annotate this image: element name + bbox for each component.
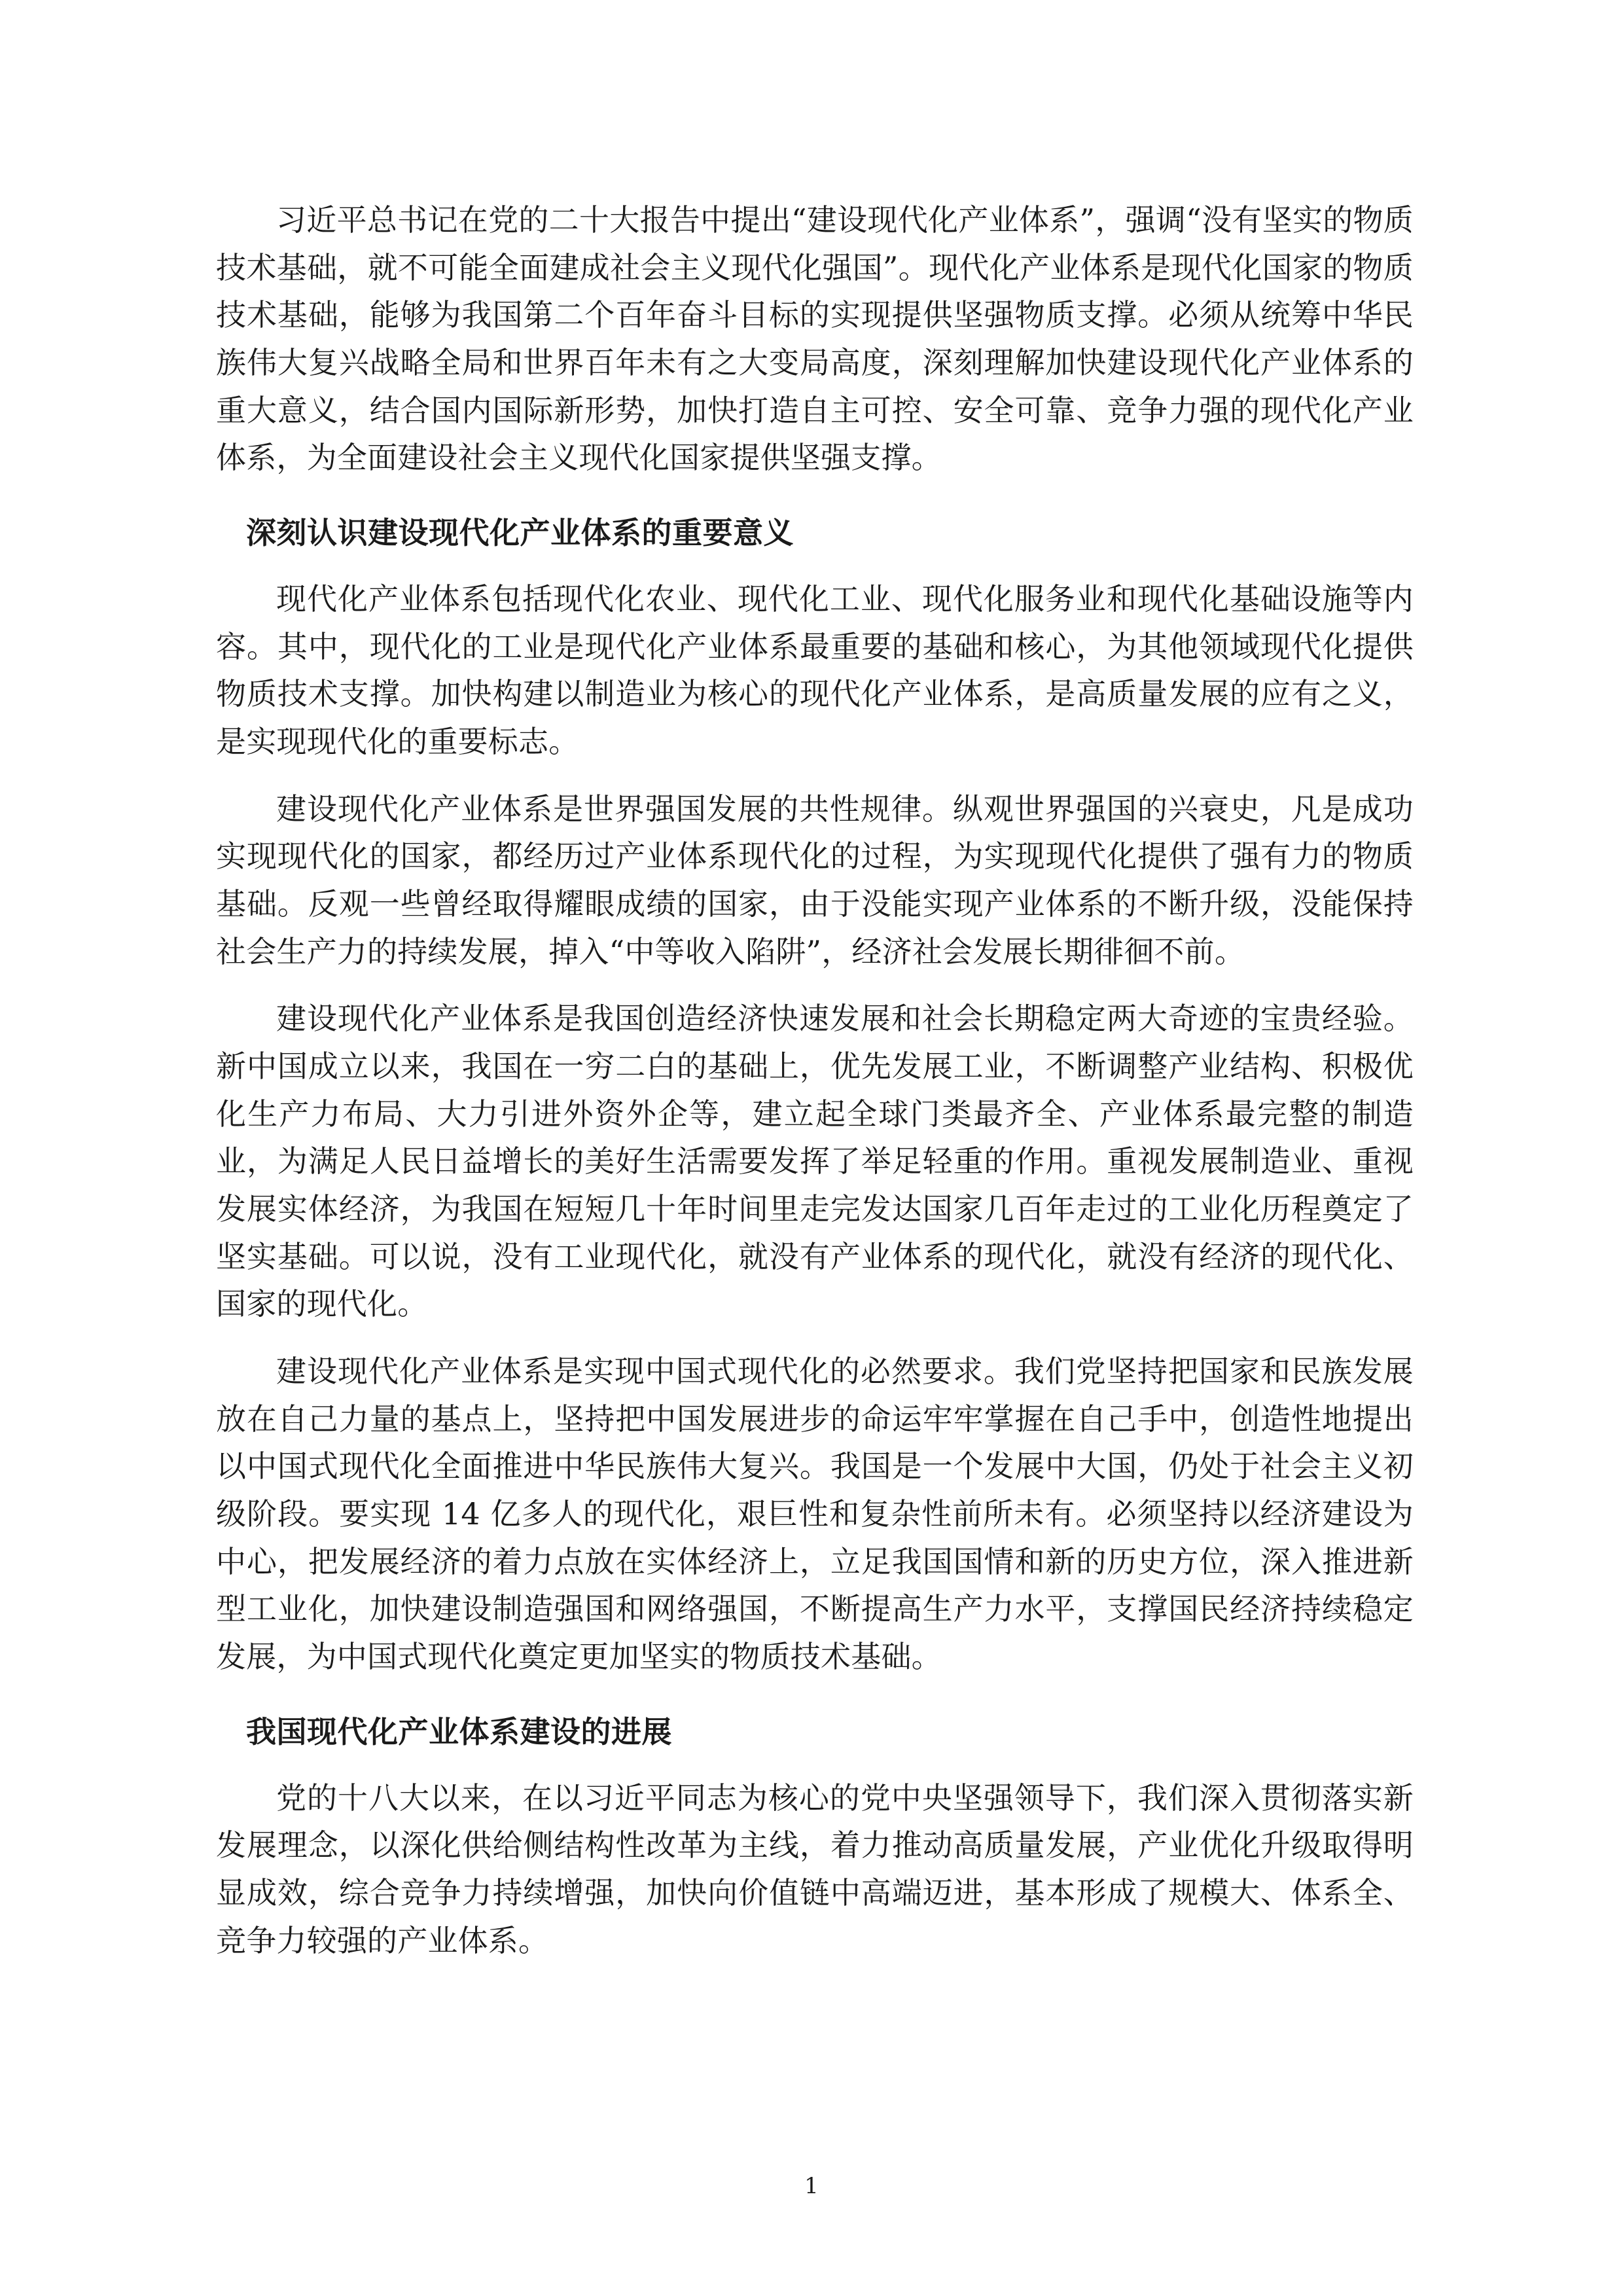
paragraph-6: 党的十八大以来，在以习近平同志为核心的党中央坚强领导下，我们深入贯彻落实新发展理念，以深化供给侧结构性改革为主线，着力推动高质量发展，产业优化升级取得明显成效，综合竞争力持续增强，加快向价值链中高端迈进，基本形成了规模大、体系全、竞争力较强的产业体系。	[216, 1780, 1414, 1958]
section-heading-1: 深刻认识建设现代化产业体系的重要意义	[246, 515, 794, 551]
document-body	[216, 196, 1414, 1965]
paragraph-2: 现代化产业体系包括现代化农业、现代化工业、现代化服务业和现代化基础设施等内容。其中，现代化的工业是现代化产业体系最重要的基础和核心，为其他领域现代化提供物质技术支撑。加快构建以制造业为核心的现代化产业体系，是高质量发展的应有之义，是实现现代化的重要标志。	[216, 581, 1414, 760]
paragraph-3: 建设现代化产业体系是世界强国发展的共性规律。纵观世界强国的兴衰史，凡是成功实现现代化的国家，都经历过产业体系现代化的过程，为实现现代化提供了强有力的物质基础。反观一些曾经取得耀眼成绩的国家，由于没能实现产业体系的不断升级，没能保持社会生产力的持续发展，掉入“中等收入陷阱”，经济社会发展长期徘徊不前。	[216, 791, 1414, 969]
paragraph-5: 建设现代化产业体系是实现中国式现代化的必然要求。我们党坚持把国家和民族发展放在自己力量的基点上，坚持把中国发展进步的命运牢牢掌握在自己手中，创造性地提出以中国式现代化全面推进中华民族伟大复兴。我国是一个发展中大国，仍处于社会主义初级阶段。要实现 14 亿多人的现代化，艰巨性和复杂性前所未有。必须坚持以经济建设为中心，把发展经济的着力点放在实体经济上，立足我国国情和新的历史方位，深入推进新型工业化，加快建设制造强国和网络强国，不断提高生产力水平，支撑国民经济持续稳定发展，为中国式现代化奠定更加坚实的物质技术基础。	[216, 1354, 1414, 1675]
paragraph-4: 建设现代化产业体系是我国创造经济快速发展和社会长期稳定两大奇迹的宝贵经验。新中国成立以来，我国在一穷二白的基础上，优先发展工业，不断调整产业结构、积极优化生产力布局、大力引进外资外企等，建立起全球门类最齐全、产业体系最完整的制造业，为满足人民日益增长的美好生活需要发挥了举足轻重的作用。重视发展制造业、重视发展实体经济，为我国在短短几十年时间里走完发达国家几百年走过的工业化历程奠定了坚实基础。可以说，没有工业现代化，就没有产业体系的现代化，就没有经济的现代化、国家的现代化。	[216, 1001, 1414, 1322]
paragraph-1: 习近平总书记在党的二十大报告中提出“建设现代化产业体系”，强调“没有坚实的物质技术基础，就不可能全面建成社会主义现代化强国”。现代化产业体系是现代化国家的物质技术基础，能够为我国第二个百年奋斗目标的实现提供坚强物质支撑。必须从统筹中华民族伟大复兴战略全局和世界百年未有之大变局高度，深刻理解加快建设现代化产业体系的重大意义，结合国内国际新形势，加快打造自主可控、安全可靠、竞争力强的现代化产业体系，为全面建设社会主义现代化国家提供坚强支撑。	[216, 202, 1414, 476]
page-number: 1	[804, 2173, 819, 2199]
section-heading-2: 我国现代化产业体系建设的进展	[246, 1713, 672, 1749]
